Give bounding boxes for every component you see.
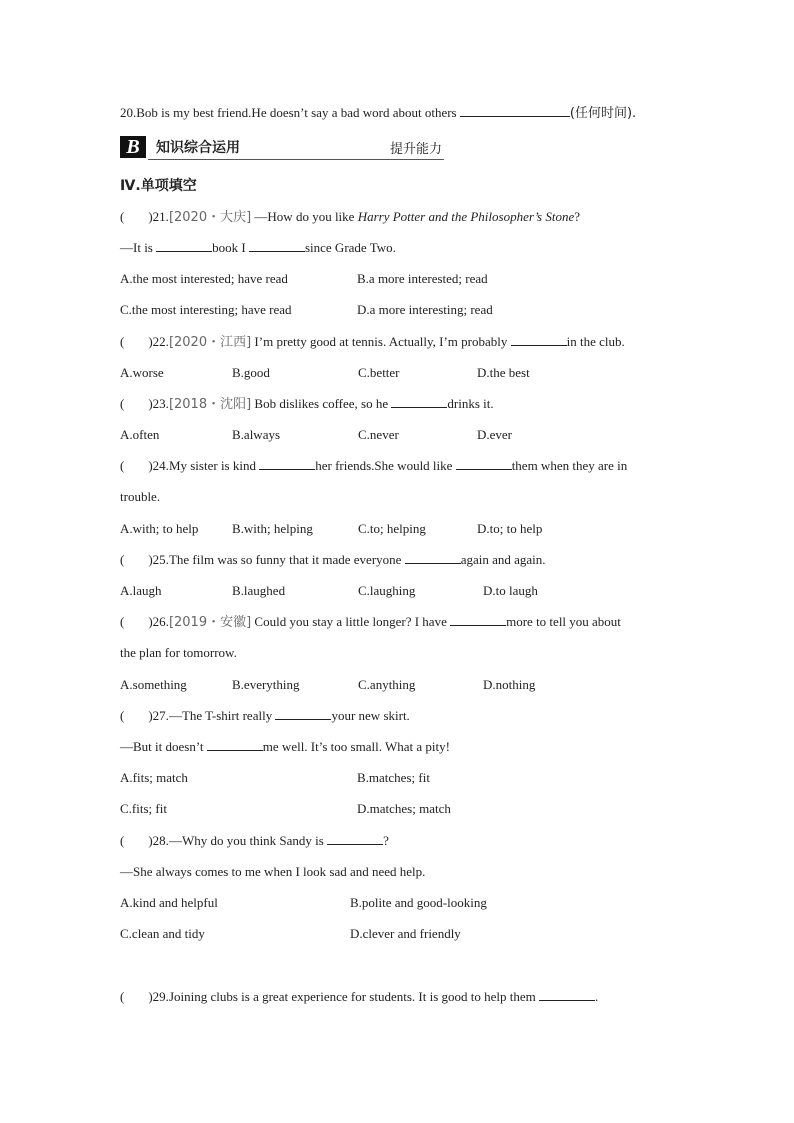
option-b[interactable]: B.always [232, 427, 281, 442]
answer-blank[interactable] [259, 457, 315, 470]
option-c[interactable]: C.the most interesting; have read [120, 302, 292, 317]
option-c[interactable]: C.laughing [358, 583, 416, 598]
answer-blank[interactable] [450, 613, 506, 626]
section-header [120, 134, 444, 160]
question-24: ( )24.My sister is kind her friends.She would like them when they are in [120, 458, 628, 473]
question-28-line2: —She always comes to me when I look sad and need help. [120, 864, 426, 879]
question-25: ( )25.The film was so funny that it made everyone again and again. [120, 552, 546, 567]
option-c[interactable]: C.to; helping [358, 521, 426, 536]
option-a[interactable]: A.worse [120, 365, 164, 380]
option-a[interactable]: A.often [120, 427, 160, 442]
option-b[interactable]: B.laughed [232, 583, 286, 598]
answer-blank[interactable] [460, 104, 570, 117]
option-d[interactable]: D.a more interesting; read [357, 302, 493, 317]
part-heading: Ⅳ.单项填空 [120, 178, 197, 194]
option-b[interactable]: B.everything [232, 677, 300, 692]
question-28: ( )28.—Why do you think Sandy is ? [120, 833, 389, 848]
option-a[interactable]: A.kind and helpful [120, 895, 218, 910]
option-d[interactable]: D.to laugh [483, 583, 538, 598]
option-b[interactable]: B.polite and good-looking [350, 895, 487, 910]
option-d[interactable]: D.ever [477, 427, 513, 442]
option-d[interactable]: D.clever and friendly [350, 926, 461, 941]
answer-blank[interactable] [391, 395, 447, 408]
answer-blank[interactable] [511, 333, 567, 346]
answer-blank[interactable] [207, 738, 263, 751]
question-23: ( )23.[2018・沈阳] Bob dislikes coffee, so he drinks it. [120, 396, 494, 412]
section-tag: 提升能力 [389, 142, 442, 157]
section-title: 知识综合运用 [156, 140, 240, 156]
answer-blank[interactable] [539, 988, 595, 1001]
answer-blank[interactable] [405, 551, 461, 564]
option-d[interactable]: D.matches; match [357, 801, 451, 816]
option-c[interactable]: C.never [358, 427, 399, 442]
option-c[interactable]: C.better [358, 365, 400, 380]
option-b[interactable]: B.a more interested; read [357, 271, 488, 286]
section-rule [148, 159, 444, 160]
answer-blank[interactable] [456, 457, 512, 470]
option-a[interactable]: A.the most interested; have read [120, 271, 288, 286]
question-22: ( )22.[2020・江西] I’m pretty good at tennis. Actually, I’m probably in the club. [120, 334, 625, 350]
option-b[interactable]: B.matches; fit [357, 770, 430, 785]
question-29: ( )29.Joining clubs is a great experience for students. It is good to help them . [120, 989, 599, 1004]
option-b[interactable]: B.with; helping [232, 521, 313, 536]
question-24-cont: trouble. [120, 489, 161, 504]
option-a[interactable]: A.with; to help [120, 521, 199, 536]
question-20: 20.Bob is my best friend.He doesn’t say a bad word about others (任何时间). [120, 105, 637, 121]
option-a[interactable]: A.laugh [120, 583, 162, 598]
option-a[interactable]: A.fits; match [120, 770, 188, 785]
question-21: ( )21.[2020・大庆] —How do you like Harry Potter and the Philosopher’s Stone? [120, 209, 581, 225]
question-26-cont: the plan for tomorrow. [120, 645, 237, 660]
question-27: ( )27.—The T-shirt really your new skirt. [120, 708, 410, 723]
option-d[interactable]: D.to; to help [477, 521, 543, 536]
option-d[interactable]: D.the best [477, 365, 530, 380]
option-d[interactable]: D.nothing [483, 677, 536, 692]
question-26: ( )26.[2019・安徽] Could you stay a little longer? I have more to tell you about [120, 614, 621, 630]
option-c[interactable]: C.fits; fit [120, 801, 167, 816]
option-b[interactable]: B.good [232, 365, 270, 380]
answer-blank[interactable] [327, 832, 383, 845]
answer-blank[interactable] [275, 707, 331, 720]
section-badge-b: B [120, 136, 146, 158]
option-c[interactable]: C.clean and tidy [120, 926, 205, 941]
answer-blank[interactable] [249, 239, 305, 252]
question-21-line2: —It is book I since Grade Two. [120, 240, 396, 255]
answer-blank[interactable] [156, 239, 212, 252]
option-a[interactable]: A.something [120, 677, 187, 692]
question-27-line2: —But it doesn’t me well. It’s too small. What a pity! [120, 739, 450, 754]
option-c[interactable]: C.anything [358, 677, 416, 692]
